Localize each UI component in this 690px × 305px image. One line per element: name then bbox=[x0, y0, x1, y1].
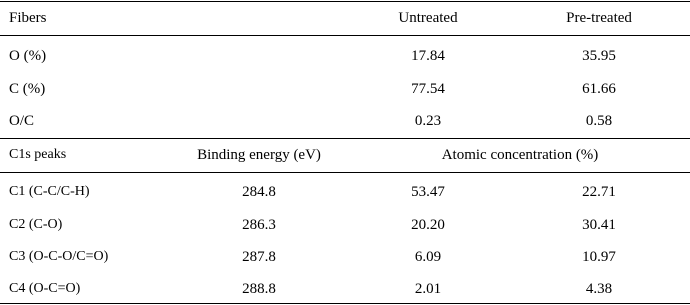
untreated-value: 20.20 bbox=[411, 217, 445, 233]
binding-energy-value: 286.3 bbox=[242, 217, 276, 233]
header-c1s-peaks: C1s peaks bbox=[9, 147, 67, 162]
peak-label: C4 (O-C=O) bbox=[9, 281, 81, 296]
header-fibers: Fibers bbox=[9, 10, 47, 26]
peak-label: C1 (C-C/C-H) bbox=[9, 184, 90, 199]
section-rule bbox=[0, 138, 690, 139]
row-label: O/C bbox=[9, 113, 35, 129]
header-binding-energy: Binding energy (eV) bbox=[197, 147, 321, 163]
peak-label: C2 (C-O) bbox=[9, 217, 63, 232]
pretreated-value: 35.95 bbox=[582, 48, 616, 64]
header-atomic-concentration: Atomic concentration (%) bbox=[441, 147, 599, 163]
binding-energy-value: 288.8 bbox=[242, 281, 276, 297]
header-untreated: Untreated bbox=[398, 10, 458, 26]
binding-energy-value: 287.8 bbox=[242, 249, 276, 265]
pretreated-value: 4.38 bbox=[585, 281, 613, 297]
table-top-rule bbox=[0, 1, 690, 2]
row-label: C (%) bbox=[9, 81, 46, 97]
pretreated-value: 10.97 bbox=[582, 249, 616, 265]
pretreated-value: 30.41 bbox=[582, 217, 616, 233]
untreated-value: 0.23 bbox=[414, 113, 442, 129]
pretreated-value: 61.66 bbox=[582, 81, 616, 97]
table-bottom-rule bbox=[0, 303, 690, 304]
row-label: O (%) bbox=[9, 48, 47, 64]
untreated-value: 77.54 bbox=[411, 81, 445, 97]
untreated-value: 6.09 bbox=[414, 249, 442, 265]
pretreated-value: 22.71 bbox=[582, 184, 616, 200]
binding-energy-value: 284.8 bbox=[242, 184, 276, 200]
pretreated-value: 0.58 bbox=[585, 113, 613, 129]
untreated-value: 2.01 bbox=[414, 281, 442, 297]
subheader-rule bbox=[0, 172, 690, 173]
peak-label: C3 (O-C-O/C=O) bbox=[9, 249, 109, 264]
untreated-value: 17.84 bbox=[411, 48, 445, 64]
untreated-value: 53.47 bbox=[411, 184, 445, 200]
header-pretreated: Pre-treated bbox=[566, 10, 632, 26]
header-rule bbox=[0, 35, 690, 36]
